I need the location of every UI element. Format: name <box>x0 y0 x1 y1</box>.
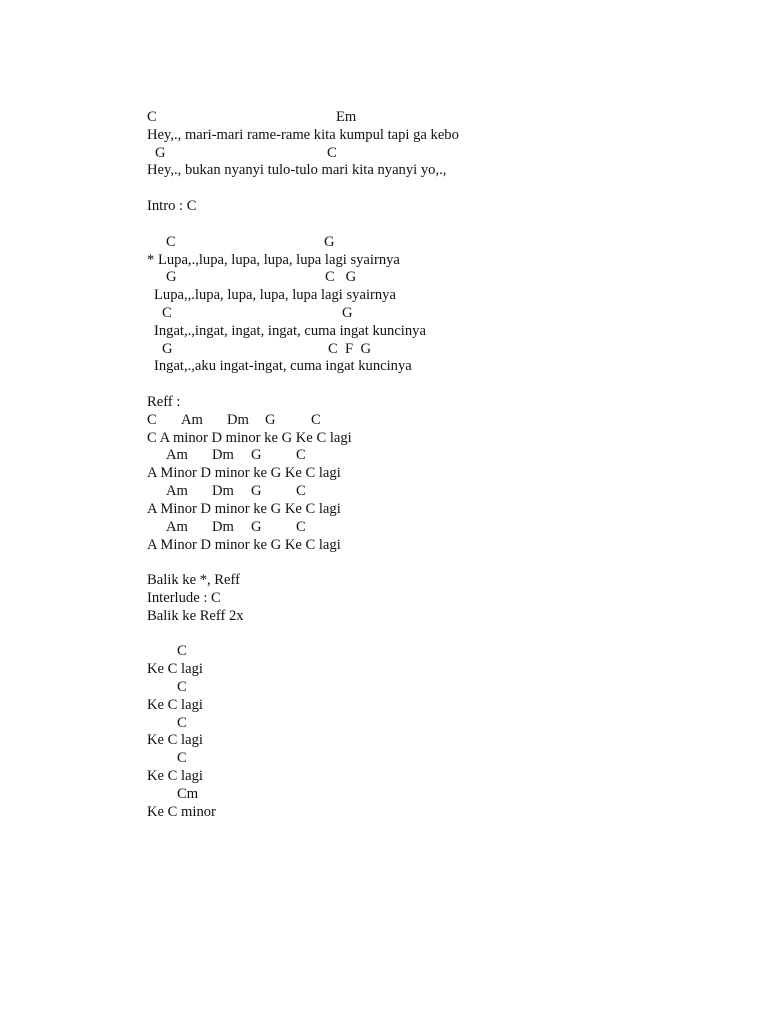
chord: G <box>342 304 353 321</box>
lyric-line <box>0 661 768 679</box>
lyric: Hey,., mari-mari rame-rame kita kumpul tapi ga kebo <box>147 126 459 143</box>
chord: C <box>296 483 306 500</box>
chord: G <box>251 447 262 464</box>
note: Balik ke *, Reff <box>147 572 240 589</box>
chord-line <box>0 341 768 359</box>
chord: Dm <box>212 483 234 500</box>
chord: C <box>147 109 157 125</box>
chord: G <box>324 233 335 250</box>
lyric: Ke C lagi <box>147 768 203 785</box>
note: Interlude : C <box>147 589 221 606</box>
lyric: C A minor D minor ke G Ke C lagi <box>147 429 352 446</box>
chord: Am <box>181 411 203 428</box>
chord: C <box>147 411 157 428</box>
lyric: A Minor D minor ke G Ke C lagi <box>147 465 341 482</box>
lyric: Ke C minor <box>147 803 216 820</box>
chord: C <box>162 304 172 321</box>
chord: G <box>162 340 173 357</box>
chord: Em <box>336 109 357 125</box>
chord: G <box>251 483 262 500</box>
chord-line <box>0 234 768 252</box>
chord: C <box>311 411 321 428</box>
chord-line <box>0 643 768 661</box>
lyric: Hey,., bukan nyanyi tulo-tulo mari kita nyanyi yo,., <box>147 162 447 179</box>
lyric: Lupa,,.lupa, lupa, lupa, lupa lagi syairnya <box>154 287 396 304</box>
chord: Am <box>166 518 188 535</box>
intro: Intro : C <box>147 198 197 215</box>
chord-line <box>0 412 768 430</box>
chord-line <box>0 447 768 465</box>
chord: C <box>177 679 187 695</box>
chord: C <box>177 643 187 660</box>
lyric-line <box>0 501 768 519</box>
chord: Dm <box>212 518 234 535</box>
note-line <box>0 608 768 626</box>
lyric-line <box>0 537 768 555</box>
chord: C <box>327 144 337 161</box>
lyric-line <box>0 162 768 180</box>
chord-line <box>0 519 768 537</box>
lyric-line <box>0 287 768 305</box>
chord: C <box>177 750 187 767</box>
intro-line <box>0 198 768 216</box>
chord: C <box>177 714 187 731</box>
chord-line <box>0 269 768 287</box>
lyric-line <box>0 323 768 341</box>
chord: G <box>265 411 276 428</box>
note: Balik ke Reff 2x <box>147 607 244 624</box>
chord: Dm <box>227 411 249 428</box>
lyric: Ingat,.,ingat, ingat, ingat, cuma ingat kuncinya <box>154 322 426 339</box>
chord: C <box>296 518 306 535</box>
chord: C <box>166 233 176 250</box>
song-chord-sheet <box>0 109 768 822</box>
lyric-line <box>0 697 768 715</box>
chord: Am <box>166 483 188 500</box>
lyric-line <box>0 768 768 786</box>
note-line <box>0 590 768 608</box>
note-line <box>0 572 768 590</box>
chord: G <box>251 518 262 535</box>
lyric-line <box>0 358 768 376</box>
lyric: A Minor D minor ke G Ke C lagi <box>147 500 341 517</box>
lyric: Ke C lagi <box>147 661 203 678</box>
chord: Am <box>166 447 188 464</box>
chord-line <box>0 305 768 323</box>
chord-line <box>0 679 768 697</box>
lyric: A Minor D minor ke G Ke C lagi <box>147 536 341 553</box>
lyric-line <box>0 430 768 448</box>
chord: C F G <box>328 340 371 357</box>
chord: G <box>155 144 166 161</box>
chord: Dm <box>212 447 234 464</box>
chord: G <box>166 269 177 286</box>
reff-heading <box>0 394 768 412</box>
lyric-line <box>0 465 768 483</box>
chord-line <box>0 715 768 733</box>
chord: Cm <box>177 785 199 802</box>
chord-line <box>0 786 768 804</box>
chord-line <box>0 750 768 768</box>
lyric: Ke C lagi <box>147 732 203 749</box>
lyric: Ingat,.,aku ingat-ingat, cuma ingat kuncinya <box>154 358 412 375</box>
lyric-line <box>0 127 768 145</box>
lyric: Ke C lagi <box>147 696 203 713</box>
chord-line <box>0 145 768 163</box>
lyric-line <box>0 804 768 822</box>
chord-line <box>0 483 768 501</box>
reff-label: Reff : <box>147 394 181 410</box>
lyric-line <box>0 732 768 750</box>
lyric-line <box>0 252 768 270</box>
chord: C <box>296 447 306 464</box>
chord-line <box>0 109 768 127</box>
chord: C G <box>325 269 357 286</box>
lyric: * Lupa,.,lupa, lupa, lupa, lupa lagi syairnya <box>147 251 400 268</box>
